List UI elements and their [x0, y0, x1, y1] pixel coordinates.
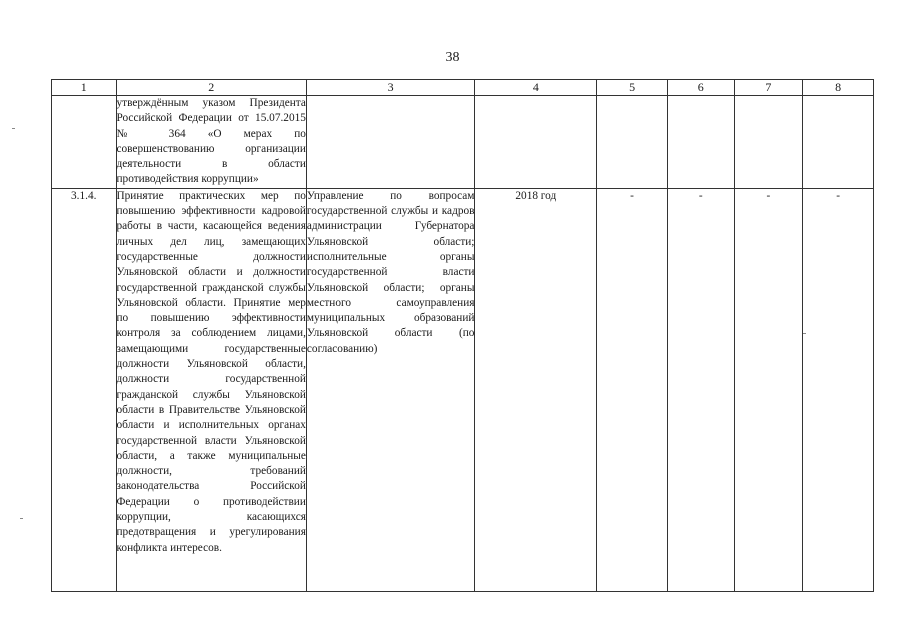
- column-number: 3: [306, 80, 475, 96]
- funding-cell: [803, 96, 874, 189]
- column-number: 5: [597, 80, 668, 96]
- column-number: 7: [734, 80, 803, 96]
- funding-cell: -: [667, 188, 734, 591]
- funding-cell: [597, 96, 668, 189]
- funding-cell: [667, 96, 734, 189]
- column-number: 1: [52, 80, 117, 96]
- execution-period: [475, 96, 597, 189]
- funding-cell: -: [597, 188, 668, 591]
- table-row: [52, 96, 874, 189]
- measure-description: Принятие практических мер по повышению эффективности кадровой работы в части, касающейся ведения личных дел лиц, замещающих государственные должности Ульяновской области и должности государственной гражданской службы Ульяновской области. Принятие мер по повышению эффективности контроля за соблюдением лицами, замещающими государственные должности Ульяновской области, должности государственной гражданской службы Ульяновской области в Правительстве Ульяновской области и исполнительных органах государственной власти Ульяновской области, а также муниципальные должности, требований законодательства Российской Федерации о противодействии коррупции, касающихся предотвращения и урегулирования конфликта интересов.: [116, 188, 306, 591]
- funding-cell: -: [734, 188, 803, 591]
- column-number: 6: [667, 80, 734, 96]
- measure-description: утверждённым указом Президента Российской Федерации от 15.07.2015 № 364 «О мерах по совершенствованию организации деятельности в области противодействия коррупции»: [116, 96, 306, 189]
- scan-speck: [12, 128, 15, 129]
- column-number-row: [52, 80, 874, 96]
- column-number: 2: [116, 80, 306, 96]
- item-number: 3.1.4.: [52, 188, 117, 591]
- table-row: [52, 188, 874, 591]
- page-number: 38: [445, 50, 460, 65]
- responsible-executors: Управление по вопросам государственной службы и кадров администрации Губернатора Ульяновской области; исполнительные органы государственной власти Ульяновской области; органы местного самоуправления муниципальных образований Ульяновской области (по согласованию): [306, 188, 475, 591]
- column-number: 4: [475, 80, 597, 96]
- funding-cell: [734, 96, 803, 189]
- responsible-executors: [306, 96, 475, 189]
- measures-table: [51, 79, 874, 592]
- column-number: 8: [803, 80, 874, 96]
- funding-cell: -: [803, 188, 874, 591]
- scan-speck: [803, 333, 806, 334]
- scan-speck: [20, 518, 23, 519]
- item-number: [52, 96, 117, 189]
- execution-period: 2018 год: [475, 188, 597, 591]
